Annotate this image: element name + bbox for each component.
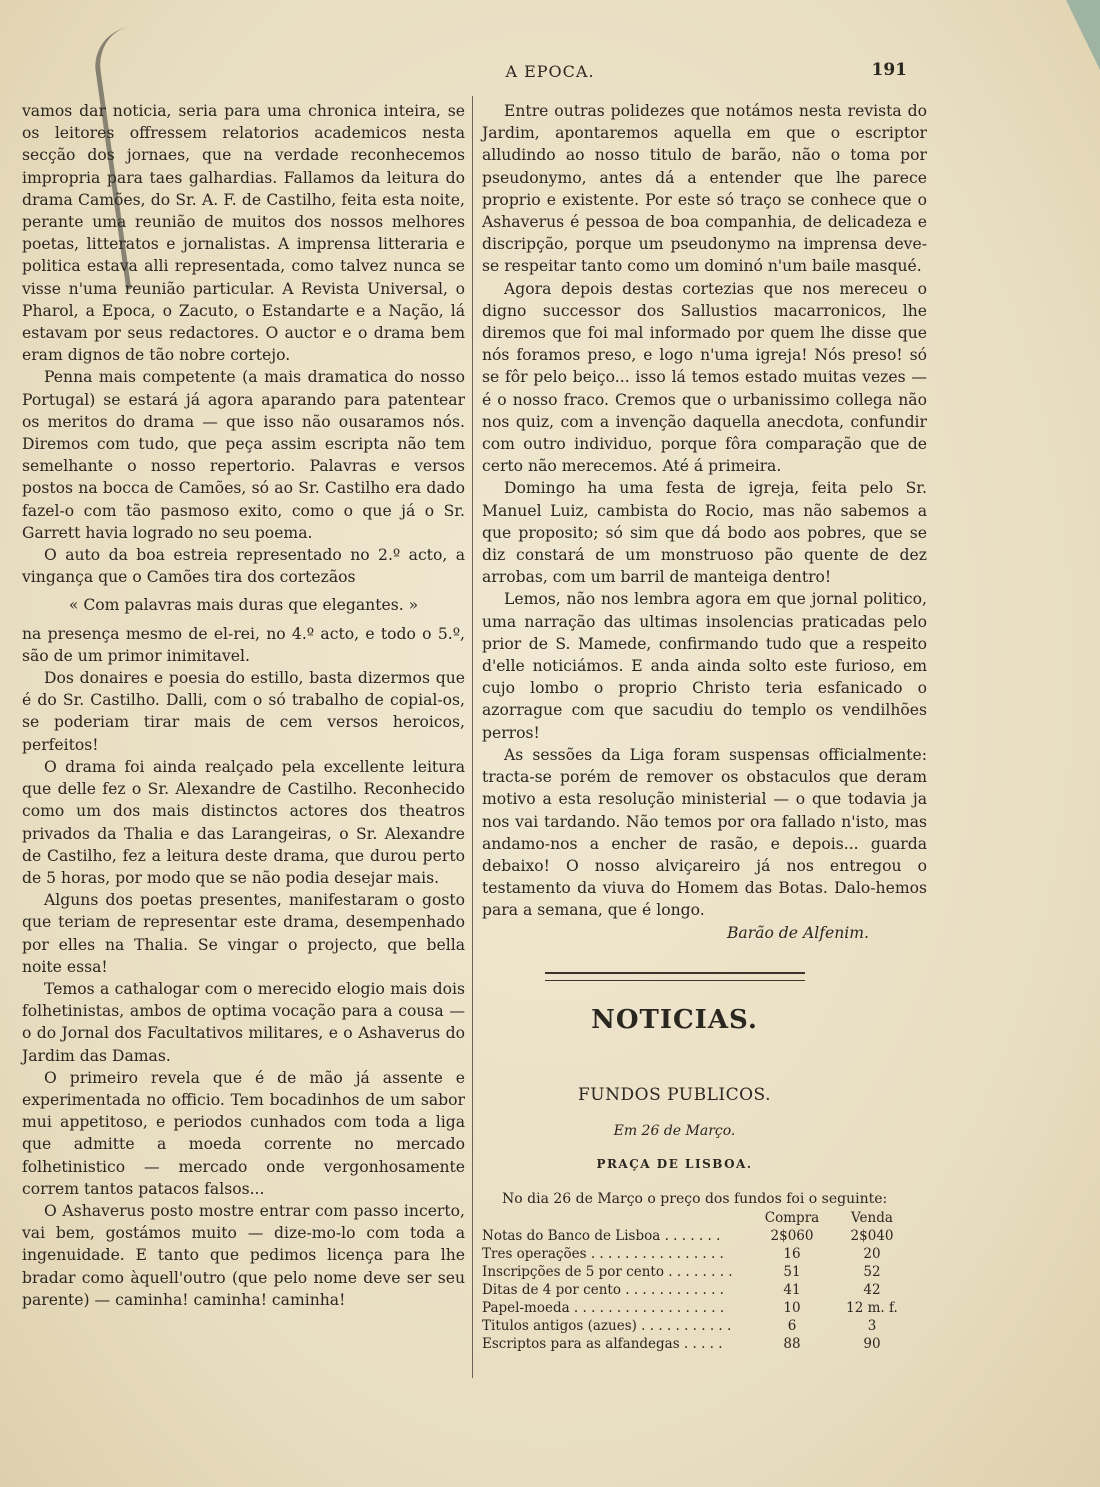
funds-table [482,1209,912,1353]
sell-price: 2$040 [850,1227,894,1244]
table-row [482,1281,912,1299]
funds-intro: No dia 26 de Março o preço dos fundos foi o seguinte: [502,1190,888,1207]
sell-price: 90 [863,1335,881,1352]
left-column [22,100,465,1311]
buy-price: 16 [783,1245,801,1262]
quoted-verse: « Com palavras mais duras que elegantes. » [68,596,419,615]
column-header-sell: Venda [851,1209,893,1226]
paragraph: O drama foi ainda realçado pela excellente leitura que delle fez o Sr. Alexandre de Castilho. Reconhecido como um dos mais distinctos actores dos theatros privados da Thalia e das Larangeiras, o Sr. Alexandre de Castilho, fez a leitura deste drama, que durou perto de 5 horas, por modo que se não podia desejar mais. [22,757,465,887]
fund-name: Ditas de 4 por cento . . . . . . . . . . . . [482,1281,724,1298]
fund-name: Escriptos para as alfandegas . . . . . [482,1335,723,1352]
paragraph: na presença mesmo de el-rei, no 4.º acto, e todo o 5.º, são de um primor inimitavel. [22,624,465,665]
place-line: PRAÇA DE LISBOA. [596,1156,753,1171]
column-header-buy: Compra [764,1209,820,1226]
page-corner [1066,0,1100,70]
paragraph: O Ashaverus posto mostre entrar com passo incerto, vai bem, gostámos muito — dize-mo-lo com toda a ingenuidade. E tanto que pedimos licença para lhe bradar como àquell'outro (que pelo nome deve ser seu parente) — caminha! caminha! caminha! [22,1201,465,1309]
fund-name: Tres operações . . . . . . . . . . . . . . . . [482,1245,724,1262]
paragraph: Temos a cathalogar com o merecido elogio mais dois folhetinistas, ambos de optima vocação para a cousa — o do Jornal dos Facultativos militares, e o Ashaverus do Jardim das Damas. [22,979,465,1065]
table-row [482,1227,912,1245]
sell-price: 12 m. f. [846,1299,898,1316]
page-number: 191 [871,60,907,80]
fund-name: Papel-moeda . . . . . . . . . . . . . . . . . . [482,1299,725,1316]
fund-name: Notas do Banco de Lisboa . . . . . . . [482,1227,721,1244]
masthead-title: A EPOCA. [505,62,595,81]
fund-name: Titulos antigos (azues) . . . . . . . . . . . [482,1317,732,1334]
paragraph: O primeiro revela que é de mão já assente e experimentada no officio. Tem bocadinhos de um sabor mui appetitoso, e periodos cunhados com toda a liga que admitte a moeda corrente no mercado folhetinistico — mercado onde vergonhosamente correm tantos patacos falsos... [22,1068,465,1198]
table-row [482,1335,912,1353]
table-header-row [482,1209,912,1227]
sell-price: 20 [863,1245,881,1262]
paragraph: As sessões da Liga foram suspensas officialmente: tracta-se porém de remover os obstaculos que deram motivo a esta resolução ministerial — o que todavia ja nos vai tardando. Não temos por ora fallado n'isto, mas andamo-nos a encher de rasão, e depois... guarda debaixo! O nosso alviçareiro já nos entregou o testamento da viuva do Homem das Botas. Dalo-hemos para a semana, que é longo. [482,745,927,920]
paragraph: Alguns dos poetas presentes, manifestaram o gosto que teriam de representar este drama, desempenhado por elles na Thalia. Se vingar o projecto, que bella noite essa! [22,891,465,976]
buy-price: 88 [783,1335,801,1352]
paragraph: vamos dar noticia, seria para uma chronica inteira, se os leitores offressem relatorios academicos nesta secção dos jornaes, que na verdade reconhecemos impropria para taes galhardias. Fallamos da leitura do drama Camões, do Sr. A. F. de Castilho, feita esta noite, perante uma reunião de muitos dos nossos melhores poetas, litteratos e jornalistas. A imprensa litteraria e politica estava alli representada, como talvez nunca se visse n'uma reunião particular. A Revista Universal, o Pharol, a Epoca, o Zacuto, o Estandarte e a Nação, lá estavam por seus redactores. O auctor e o drama bem eram dignos de tão nobre cortejo. [22,102,465,365]
paragraph: Penna mais competente (a mais dramatica do nosso Portugal) se estará já agora aparando para patentear os meritos do drama — que isso não ousaramos nós. Diremos com tudo, que peça assim escripta não tem semelhante o nosso repertorio. Palavras e versos postos na bocca de Camões, só ao Sr. Castilho era dado fazel-o com tão pasmoso exito, como o que já o Sr. Garrett havia logrado no seu poema. [22,368,465,542]
funds-title: FUNDOS PUBLICOS. [578,1084,771,1105]
paragraph: Lemos, não nos lembra agora em que jornal politico, uma narração das ultimas insolencias praticadas pelo prior de S. Mamede, confirmando tudo que a respeito d'elle noticiámos. E anda ainda solto este furioso, em cujo lombo o proprio Christo teria esfanicado o azorrague com que sacudiu do templo os vendilhões perros! [482,590,927,742]
fund-name: Inscripções de 5 por cento . . . . . . . . [482,1263,733,1280]
section-title: NOTICIAS. [591,1004,758,1035]
sell-price: 42 [863,1281,881,1298]
sell-price: 52 [863,1263,881,1280]
table-row [482,1263,912,1281]
paragraph: O auto da boa estreia representado no 2.º acto, a vingança que o Camões tira dos cortezãos [22,546,465,587]
right-column [482,100,927,1353]
buy-price: 41 [783,1281,801,1298]
sell-price: 3 [867,1317,877,1334]
paragraph: Domingo ha uma festa de igreja, feita pelo Sr. Manuel Luiz, cambista do Rocio, mas não sabemos a que proposito; só sim que dá bodo aos pobres, que se diz constará de um monstruoso pão quente de dez arrobas, com um barril de manteiga dentro! [482,479,927,587]
buy-price: 51 [783,1263,801,1280]
table-row [482,1245,912,1263]
paragraph: Agora depois destas cortezias que nos mereceu o digno successor dos Sallustios macarronicos, lhe diremos que foi mal informado por quem lhe disse que nós foramos preso, e logo n'uma igreja! Nós preso! só se fôr pelo beiço... isso lá temos estado muitas vezes — é o nosso fraco. Cremos que o urbanissimo collega não nos quiz, com a invenção daquella anecdota, confundir com outro individuo, porque fôra comparação que de certo não merecemos. Até á primeira. [482,279,927,476]
paragraph: Entre outras polidezes que notámos nesta revista do Jardim, apontaremos aquella em que o escriptor alludindo ao nosso titulo de barão, não o toma por pseudonymo, antes dá a entender que lhe parece proprio e existente. Por este só traço se conhece que o Ashaverus é pessoa de boa companhia, de delicadeza e discripção, porque um pseudonymo na imprensa deve-se respeitar tanto como um dominó n'um baile masqué. [482,102,927,276]
buy-price: 6 [787,1317,797,1334]
table-row [482,1317,912,1335]
date-line: Em 26 de Março. [613,1122,736,1139]
ornament-rule [545,972,805,981]
table-row [482,1299,912,1317]
paragraph: Dos donaires e poesia do estillo, basta dizermos que é do Sr. Castilho. Dalli, com o só trabalho de copial-os, se poderiam tirar mais de cem versos heroicos, perfeitos! [22,669,465,754]
column-divider [472,96,473,1378]
signature: Barão de Alfenim. [726,923,869,942]
buy-price: 10 [783,1299,801,1316]
buy-price: 2$060 [770,1227,814,1244]
